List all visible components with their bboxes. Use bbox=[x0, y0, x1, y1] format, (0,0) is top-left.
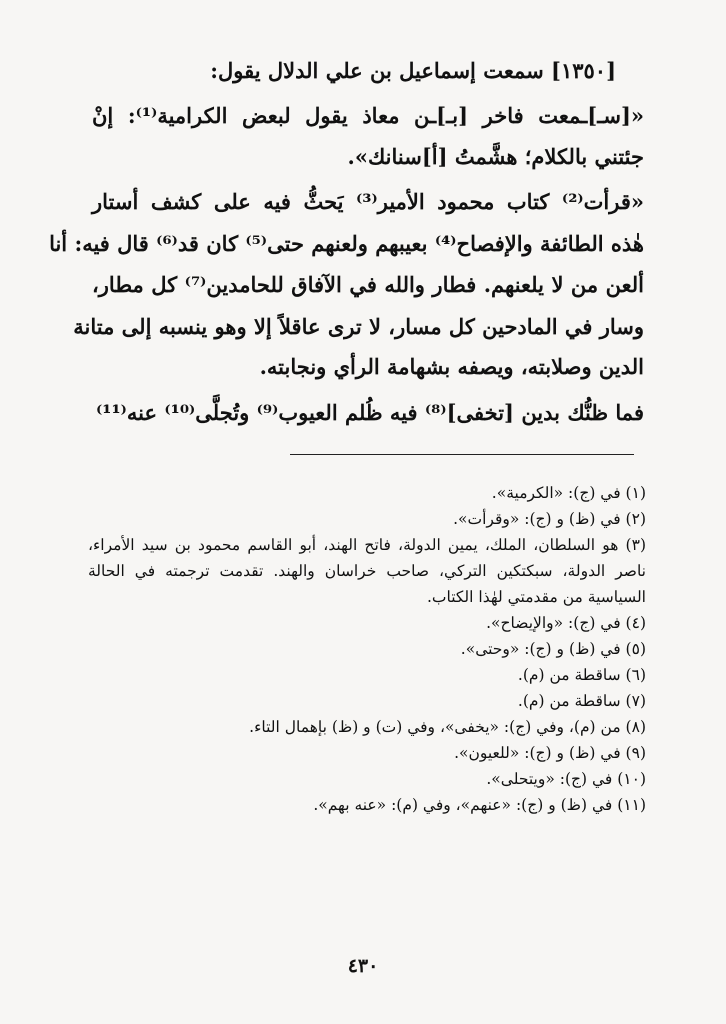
page-number: ٤٣٠ bbox=[347, 955, 379, 977]
paragraph2-line4: وسار في المادحين كل مسار، لا ترى عاقلاً إلا وهو ينسبه إلى متانة bbox=[73, 314, 644, 339]
entry-heading: [١٣٥٠] سمعت إسماعيل بن علي الدلال يقول: bbox=[210, 58, 616, 83]
paragraph1-line2: جئتني بالكلام؛ هشَّمتُ [أ]سنانك». bbox=[347, 144, 644, 169]
footnote: (٨) من (م)، وفي (ج): «يخفى»، وفي (ت) و (ظ) بإهمال التاء. bbox=[249, 718, 646, 736]
footnote: (٤) في (ج): «والإيضاح». bbox=[486, 614, 646, 632]
paragraph2-line3: ألعن من لا يلعنهم. فطار والله في الآفاق للحامدين⁽⁷⁾ كل مطار، bbox=[92, 272, 644, 297]
paragraph2-line2: هٰذه الطائفة والإفصاح⁽⁴⁾ بعيبهم ولعنهم حتى⁽⁵⁾ كان قد⁽⁶⁾ قال فيه: أنا bbox=[49, 231, 644, 256]
footnote: (٣) هو السلطان، الملك، يمين الدولة، فاتح الهند، أبو القاسم محمود بن سيد الأمراء، ناصر الدولة، سبكتكين التركي، صاحب خراسان والهند. تقدمت ترجمته في الحالة السياسية من مقدمتي لهٰذا الكتاب. bbox=[88, 536, 646, 606]
footnotes bbox=[88, 480, 646, 818]
paragraph2-line1: «قرأت⁽²⁾ كتاب محمود الأمير⁽³⁾ يَحثُّ فيه على كشف أستار bbox=[92, 189, 644, 214]
footnote: (١١) في (ظ) و (ج): «عنهم»، وفي (م): «عنه بهم». bbox=[313, 796, 646, 814]
footnote: (١) في (ج): «الكرمية». bbox=[491, 484, 646, 502]
footnote: (٢) في (ظ) و (ج): «وقرأت». bbox=[453, 510, 646, 528]
footnote: (١٠) في (ج): «ويتحلى». bbox=[486, 770, 646, 788]
paragraph2-line5: الدين وصلابته، ويصفه بشهامة الرأي ونجابته. bbox=[259, 354, 644, 379]
footnote: (٧) ساقطة من (م). bbox=[517, 692, 646, 710]
footnote-separator bbox=[290, 454, 634, 455]
paragraph1-line1: «[سـ]ـمعت فاخر [بـ]ـن معاذ يقول لبعض الكرامية⁽¹⁾: إنْ bbox=[92, 103, 644, 128]
footnote: (٩) في (ظ) و (ج): «للعيون». bbox=[454, 744, 646, 762]
paragraph3-line1: فما ظنُّك بدين [تخفى]⁽⁸⁾ فيه ظُلم العيوب⁽⁹⁾ وتُجلَّى⁽¹⁰⁾ عنه⁽¹¹⁾ bbox=[96, 400, 644, 425]
footnote: (٥) في (ظ) و (ج): «وحتى». bbox=[460, 640, 646, 658]
footnote: (٦) ساقطة من (م). bbox=[517, 666, 646, 684]
